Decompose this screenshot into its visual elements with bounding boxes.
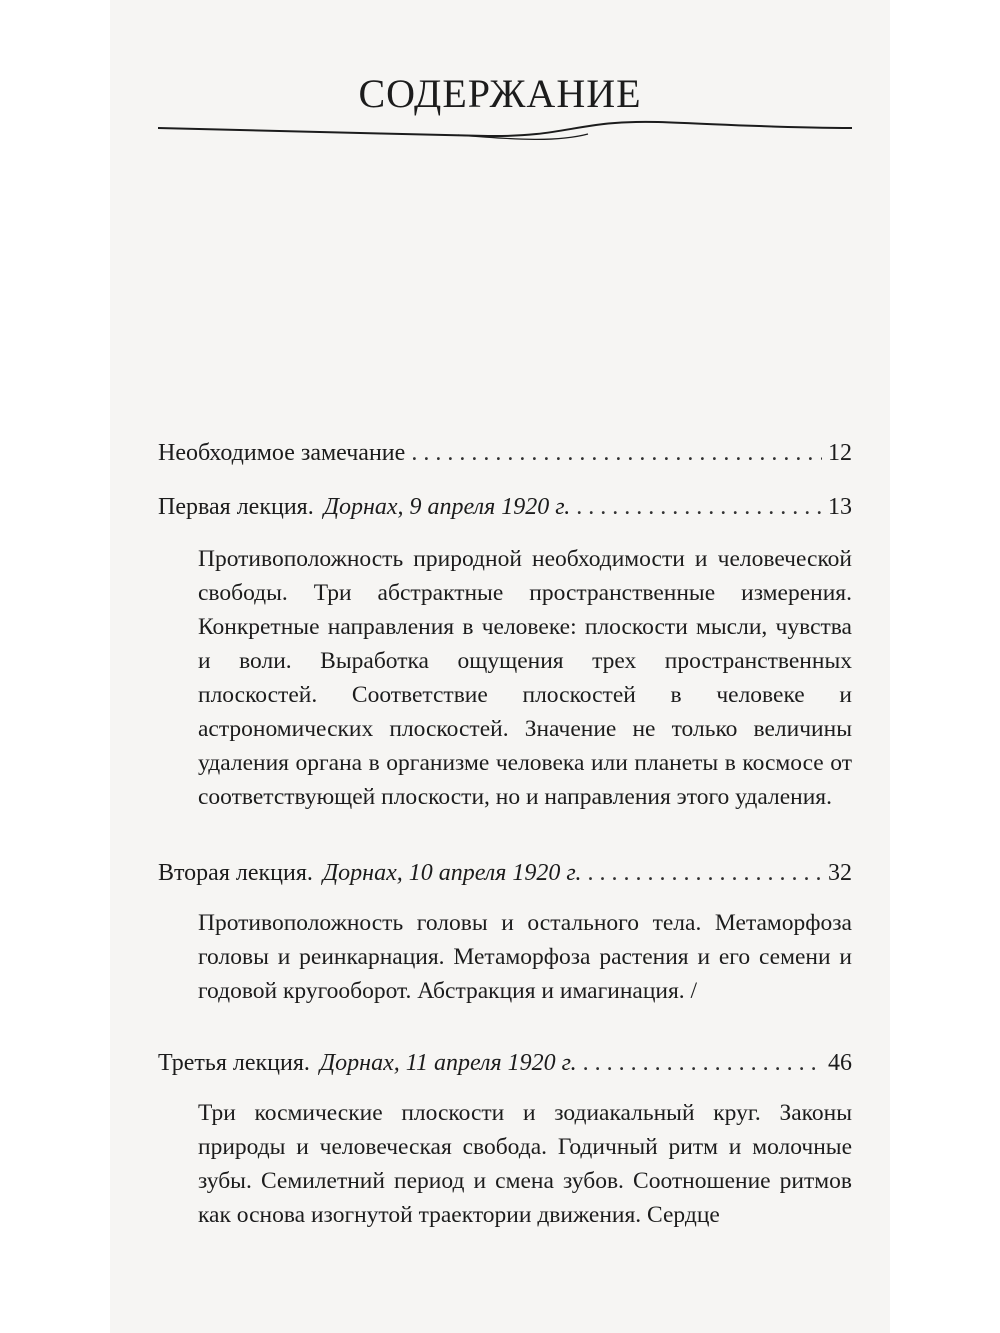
- toc-entry[interactable]: [158, 1050, 852, 1077]
- toc-entry-page: 32: [828, 860, 852, 886]
- toc-entry-description: Три космические плоскости и зодиакальный круг. Законы природы и человеческая свобода. Годичный ритм и молочные зубы. Семилетний период и смена зубов. Соотношение ритмов как основа изогнутой траектории движения. Сердце: [198, 1100, 852, 1228]
- toc-entry-place: Дорнах, 11 апреля 1920 г.: [319, 1050, 577, 1076]
- toc-entry-place: Дорнах, 9 апреля 1920 г.: [323, 494, 571, 520]
- leader-dots: [411, 440, 822, 467]
- toc-entry-title: Первая лекция.: [158, 494, 314, 520]
- toc-entry[interactable]: [158, 860, 852, 887]
- toc-entry-page: 13: [828, 494, 852, 520]
- toc-entry-description: Противоположность природной необходимости и человеческой свободы. Три абстрактные пространственные измерения. Конкретные направления в человеке: плоскости мысли, чувства и воли. Выработка ощущения трех пространственных плоскостей. Соответствие плоскостей в человеке и астрономических плоскостей. Значение не только величины удаления органа в организме человека или планеты в космосе от соответствующей плоскости, но и направления этого удаления.: [198, 546, 852, 810]
- book-page: [110, 0, 890, 1333]
- toc-entry-page: 46: [828, 1050, 852, 1076]
- leader-dots: [587, 860, 822, 887]
- toc-entry-description: Противоположность головы и остального тела. Метаморфоза головы и реинкарнация. Метаморфоза растения и его семени и годовой кругооборот. Абстракция и имагинация. /: [198, 910, 852, 1004]
- toc-entry-page: 12: [828, 440, 852, 466]
- leader-dots: [576, 494, 822, 521]
- toc-entry-title: Третья лекция.: [158, 1050, 310, 1076]
- leader-dots: [583, 1050, 822, 1077]
- toc-entry-title: Необходимое замечание: [158, 440, 406, 466]
- toc-entry[interactable]: [158, 494, 852, 521]
- toc-entry[interactable]: [158, 440, 852, 467]
- toc-entry-title: Вторая лекция.: [158, 860, 313, 886]
- toc-entry-place: Дорнах, 10 апреля 1920 г.: [322, 860, 582, 886]
- title-flourish-divider: [158, 110, 852, 150]
- page-title: СОДЕРЖАНИЕ: [358, 71, 642, 116]
